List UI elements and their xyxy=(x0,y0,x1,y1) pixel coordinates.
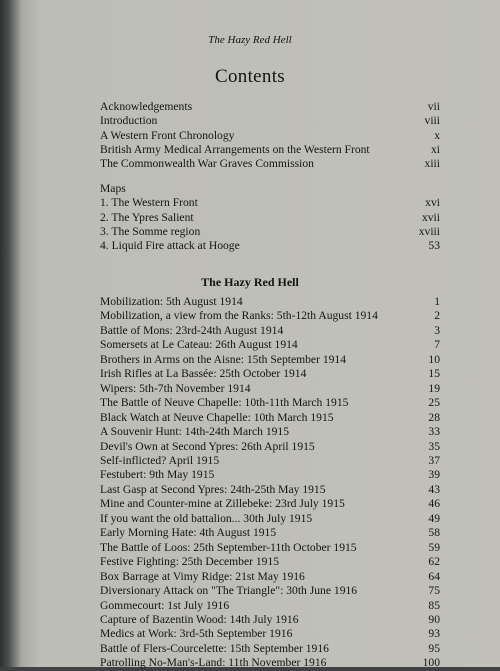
chapter-entry xyxy=(100,454,440,468)
chapter-entry-label: Mine and Counter-mine at Zillebeke: 23rd July 1915 xyxy=(100,497,345,511)
map-entry-page: xvi xyxy=(425,196,440,210)
toc-entry-page: vii xyxy=(427,100,440,113)
toc-entry-page: viii xyxy=(424,114,440,128)
chapter-entry-label: The Battle of Loos: 25th September-11th October 1915 xyxy=(100,540,357,554)
chapter-entry-page: 95 xyxy=(428,641,440,655)
toc-entry-label: The Commonwealth War Graves Commission xyxy=(100,157,314,171)
chapter-entry xyxy=(100,440,440,454)
chapter-entry-label: Box Barrage at Vimy Ridge: 21st May 1916 xyxy=(100,569,305,583)
chapter-entry-page: 35 xyxy=(428,439,440,453)
chapter-entry-page: 1 xyxy=(434,295,440,308)
chapter-entry-label: Festubert: 9th May 1915 xyxy=(100,468,215,482)
chapter-entry-label: Devil's Own at Second Ypres: 26th April 1915 xyxy=(100,439,315,453)
chapter-entry-page: 90 xyxy=(428,612,440,626)
chapter-entry xyxy=(100,497,440,511)
chapter-entry xyxy=(100,512,440,526)
toc-entry-label: Introduction xyxy=(100,114,158,128)
maps-heading: Maps xyxy=(100,182,126,195)
chapter-entry-label: A Souvenir Hunt: 14th-24th March 1915 xyxy=(100,425,290,439)
map-entry-page: xvii xyxy=(421,210,440,224)
chapter-entry xyxy=(100,382,440,396)
chapter-entry xyxy=(100,396,440,410)
toc-entry-label: Acknowledgements xyxy=(100,100,193,113)
chapter-entry-label: Capture of Bazentin Wood: 14th July 1916 xyxy=(100,612,299,626)
chapter-entry-page: 100 xyxy=(422,656,440,670)
chapter-entry-label: Mobilization, a view from the Ranks: 5th-12th August 1914 xyxy=(100,309,378,323)
chapter-entry xyxy=(100,584,440,598)
chapter-entry xyxy=(100,367,440,381)
toc-entry xyxy=(100,157,440,171)
toc-entry xyxy=(100,114,440,128)
map-entry-page: xviii xyxy=(418,224,440,238)
chapter-entry xyxy=(100,570,440,584)
chapter-entry-page: 28 xyxy=(428,410,440,424)
map-entry-label: 4. Liquid Fire attack at Hooge xyxy=(100,239,240,253)
running-head: The Hazy Red Hell xyxy=(208,34,292,46)
chapter-entry-page: 62 xyxy=(428,555,440,569)
chapter-entry-label: Patrolling No-Man's-Land: 11th November 1916 xyxy=(100,656,327,670)
chapter-entry-label: Brothers in Arms on the Aisne: 15th September 1914 xyxy=(100,352,347,366)
chapter-entry xyxy=(100,353,440,367)
chapter-entry xyxy=(100,627,440,641)
chapter-entry-page: 33 xyxy=(428,425,440,439)
chapter-entry-page: 3 xyxy=(434,323,440,337)
chapter-entry-label: Somersets at Le Cateau: 26th August 1914 xyxy=(100,338,298,352)
chapter-entry-label: The Battle of Neuve Chapelle: 10th-11th March 1915 xyxy=(100,396,349,410)
chapter-entry-page: 75 xyxy=(428,584,440,598)
chapter-entry-page: 39 xyxy=(428,468,440,482)
map-entry-label: 2. The Ypres Salient xyxy=(100,210,194,224)
section-title: The Hazy Red Hell xyxy=(201,275,299,289)
map-entry-page: 53 xyxy=(428,239,440,253)
toc-entry-page: xiii xyxy=(424,157,440,171)
chapter-entry-page: 19 xyxy=(428,381,440,395)
chapter-entry xyxy=(100,468,440,482)
chapter-entry xyxy=(100,483,440,497)
chapter-entry-label: Diversionary Attack on "The Triangle": 30th June 1916 xyxy=(100,584,358,598)
map-entry-label: 3. The Somme region xyxy=(100,224,201,238)
page-title: Contents xyxy=(215,66,285,87)
chapter-entry xyxy=(100,541,440,555)
chapter-entry-label: Medics at Work: 3rd-5th September 1916 xyxy=(100,627,293,641)
chapter-entry xyxy=(100,555,440,569)
chapter-entry-page: 64 xyxy=(428,569,440,583)
chapter-entry xyxy=(100,526,440,540)
chapter-entry xyxy=(100,411,440,425)
toc-entry xyxy=(100,100,440,114)
toc-entry xyxy=(100,143,440,157)
map-entry-label: 1. The Western Front xyxy=(100,196,198,210)
chapter-entry-page: 15 xyxy=(428,367,440,381)
chapter-entry xyxy=(100,599,440,613)
chapter-entry xyxy=(100,613,440,627)
chapter-entry-label: Last Gasp at Second Ypres: 24th-25th May 1915 xyxy=(100,482,326,496)
chapter-entry-page: 10 xyxy=(428,352,440,366)
chapter-entry-label: Early Morning Hate: 4th August 1915 xyxy=(100,526,277,540)
chapter-entry-label: If you want the old battalion... 30th July 1915 xyxy=(100,511,313,525)
toc-entry xyxy=(100,129,440,143)
chapter-entry-page: 58 xyxy=(428,526,440,540)
toc-entry-label: British Army Medical Arrangements on the Western Front xyxy=(100,142,370,156)
map-entry xyxy=(100,196,440,210)
toc-entry-label: A Western Front Chronology xyxy=(100,128,235,142)
chapter-entry-label: Irish Rifles at La Bassée: 25th October 1914 xyxy=(100,367,307,381)
chapter-entry-page: 2 xyxy=(434,309,440,323)
front-matter-list xyxy=(100,100,440,171)
toc-entry-page: xi xyxy=(430,142,440,156)
chapter-entry-label: Wipers: 5th-7th November 1914 xyxy=(100,381,251,395)
chapter-entry-page: 49 xyxy=(428,511,440,525)
map-entry xyxy=(100,225,440,239)
chapter-entry-label: Self-inflicted? April 1915 xyxy=(100,453,220,467)
chapter-entry xyxy=(100,295,440,309)
chapter-entry-page: 37 xyxy=(428,453,440,467)
chapter-entry-page: 59 xyxy=(428,540,440,554)
chapter-entry-page: 85 xyxy=(428,598,440,612)
map-entry xyxy=(100,211,440,225)
chapter-entry-page: 7 xyxy=(434,338,440,352)
chapter-entry xyxy=(100,425,440,439)
maps-list xyxy=(100,182,440,253)
chapter-entry-label: Battle of Flers-Courcelette: 15th September 1916 xyxy=(100,641,329,655)
toc-entry-page: x xyxy=(434,128,440,142)
chapter-entry-label: Battle of Mons: 23rd-24th August 1914 xyxy=(100,323,284,337)
chapter-entry-page: 43 xyxy=(428,482,440,496)
map-entry xyxy=(100,239,440,253)
chapter-entry-label: Black Watch at Neuve Chapelle: 10th March 1915 xyxy=(100,410,334,424)
chapter-entry-page: 93 xyxy=(428,627,440,641)
chapter-entry-label: Mobilization: 5th August 1914 xyxy=(100,295,243,308)
chapter-entry xyxy=(100,309,440,323)
chapter-list xyxy=(100,295,440,671)
chapter-entry-label: Gommecourt: 1st July 1916 xyxy=(100,598,230,612)
chapter-entry-page: 46 xyxy=(428,497,440,511)
chapter-entry xyxy=(100,338,440,352)
chapter-entry-page: 25 xyxy=(428,396,440,410)
chapter-entry-label: Festive Fighting: 25th December 1915 xyxy=(100,555,280,569)
chapter-entry xyxy=(100,656,440,670)
chapter-entry xyxy=(100,324,440,338)
chapter-entry xyxy=(100,642,440,656)
